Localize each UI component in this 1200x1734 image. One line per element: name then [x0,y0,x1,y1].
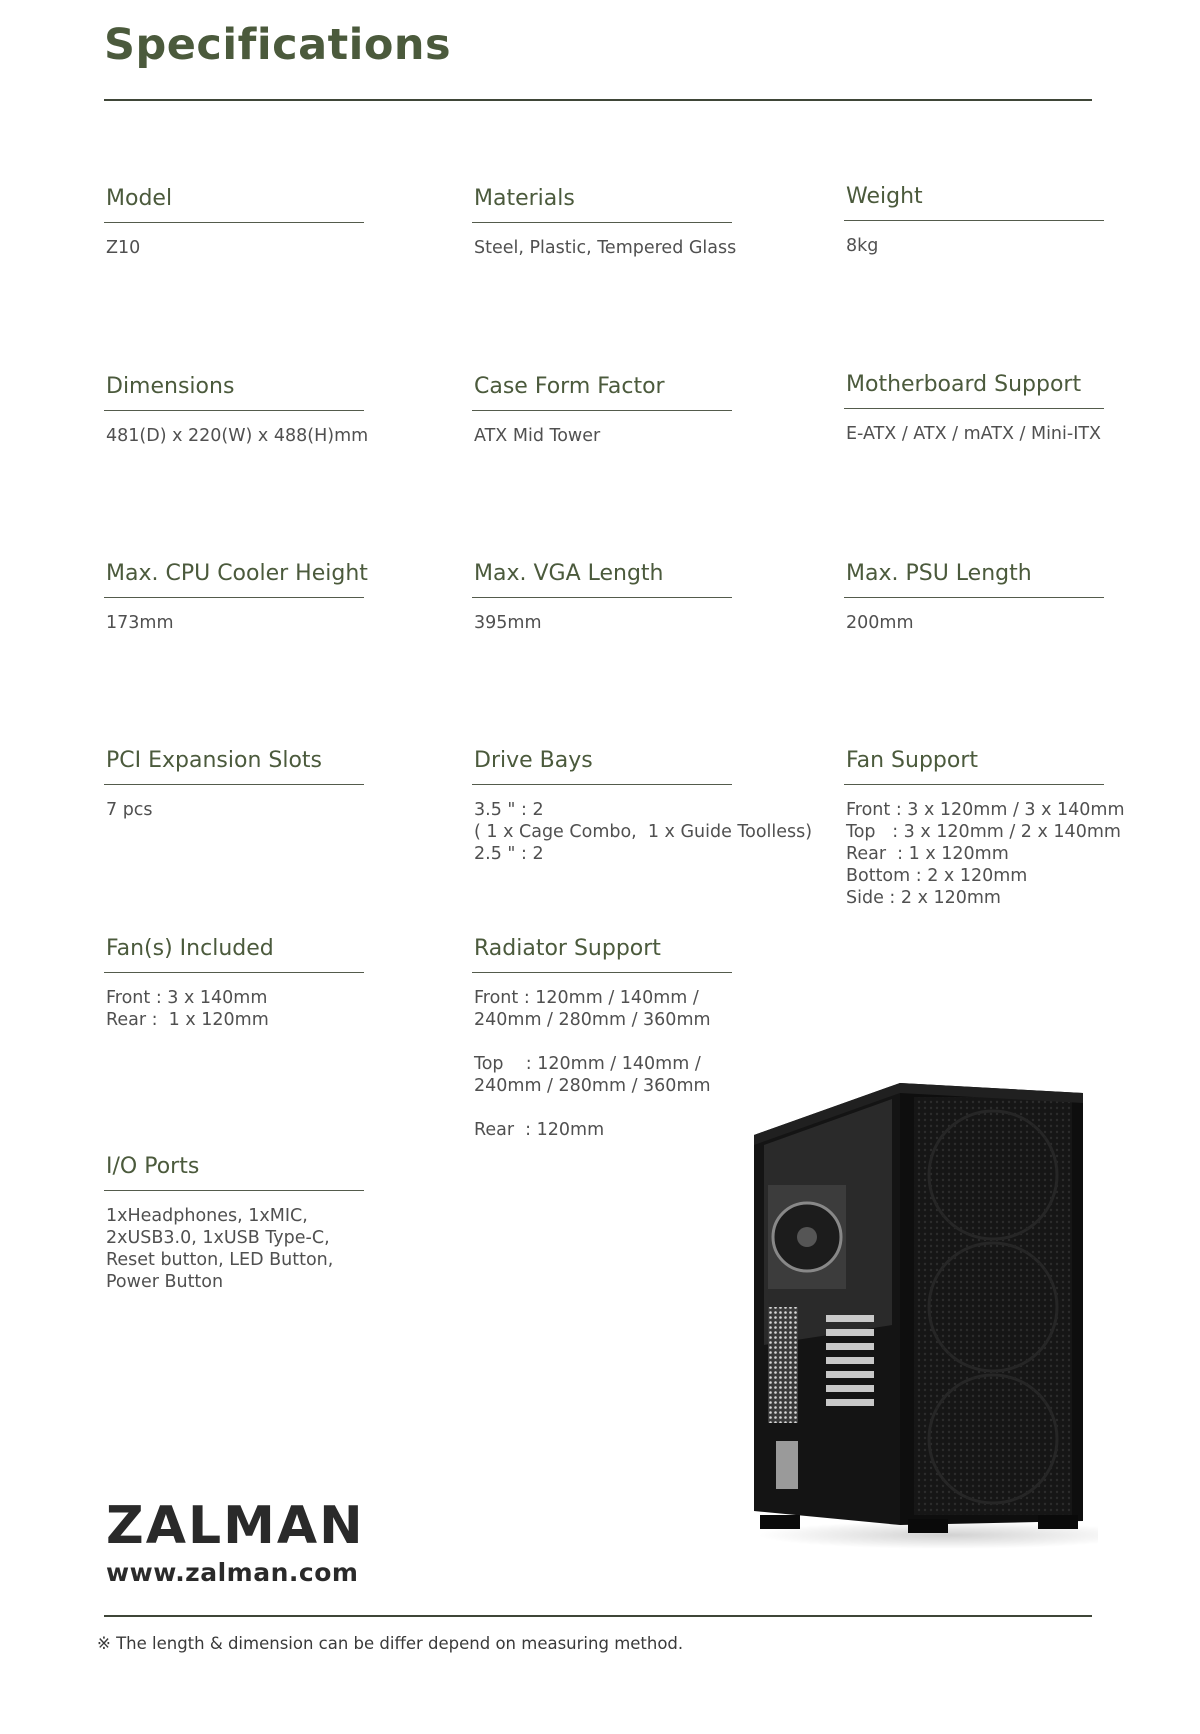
spec-case-form-factor [472,374,732,447]
spec-motherboard-support [844,372,1104,445]
spec-value: 200mm [846,613,914,634]
spec-dimensions [104,374,369,447]
spec-label: Max. CPU Cooler Height [104,561,364,598]
spec-value: 8kg [846,236,879,257]
spec-label: Weight [844,184,1104,221]
footnote: ※ The length & dimension can be differ depend on measuring method. [97,1634,684,1653]
spec-value: 395mm [474,613,542,634]
spec-max-vga-length [472,561,732,634]
spec-label: I/O Ports [104,1154,364,1191]
spec-drive-bays [472,748,813,865]
spec-value: 3.5 " : 2 ( 1 x Cage Combo, 1 x Guide Toolless) 2.5 " : 2 [474,800,813,865]
spec-value: E-ATX / ATX / mATX / Mini-ITX [846,424,1102,445]
spec-label: Fan(s) Included [104,936,364,973]
spec-label: Model [104,186,364,223]
title-divider [104,99,1092,101]
spec-value: Front : 3 x 140mm Rear : 1 x 120mm [106,988,269,1031]
spec-label: Materials [472,186,732,223]
spec-value: ATX Mid Tower [474,426,601,447]
spec-value: 481(D) x 220(W) x 488(H)mm [106,426,369,447]
spec-io-ports [104,1154,364,1293]
spec-value: Steel, Plastic, Tempered Glass [474,238,737,259]
spec-max-cpu-cooler-height [104,561,368,634]
spec-value: Front : 120mm / 140mm / 240mm / 280mm / 360mm Top : 120mm / 140mm / 240mm / 280mm / 360mm Rear : 120mm [474,988,711,1141]
spec-value: 173mm [106,613,174,634]
spec-label: Drive Bays [472,748,732,785]
footer-divider [104,1615,1092,1617]
website-url[interactable]: www.zalman.com [106,1558,359,1587]
spec-model [104,186,364,259]
spec-label: Motherboard Support [844,372,1104,409]
spec-label: Max. VGA Length [472,561,732,598]
zalman-logo [106,1496,365,1587]
spec-fan-support [844,748,1125,909]
spec-label: Fan Support [844,748,1104,785]
spec-label: Max. PSU Length [844,561,1104,598]
spec-value: Front : 3 x 120mm / 3 x 140mm Top : 3 x 120mm / 2 x 140mm Rear : 1 x 120mm Bottom : 2 x 120mm Side : 2 x 120mm [846,800,1125,909]
page-title: Specifications [104,20,452,70]
spec-radiator-support [472,936,732,1141]
spec-value: Z10 [106,238,141,259]
spec-pci-expansion-slots [104,748,364,821]
spec-weight [844,184,1104,257]
spec-value: 7 pcs [106,800,153,821]
pc-case-image [748,1075,1098,1559]
spec-fans-included [104,936,364,1031]
spec-label: PCI Expansion Slots [104,748,364,785]
spec-max-psu-length [844,561,1104,634]
spec-label: Radiator Support [472,936,732,973]
spec-materials [472,186,737,259]
spec-label: Dimensions [104,374,364,411]
logo-wordmark: ZALMAN [106,1496,365,1556]
spec-label: Case Form Factor [472,374,732,411]
spec-value: 1xHeadphones, 1xMIC, 2xUSB3.0, 1xUSB Type-C, Reset button, LED Button, Power Button [106,1206,334,1293]
